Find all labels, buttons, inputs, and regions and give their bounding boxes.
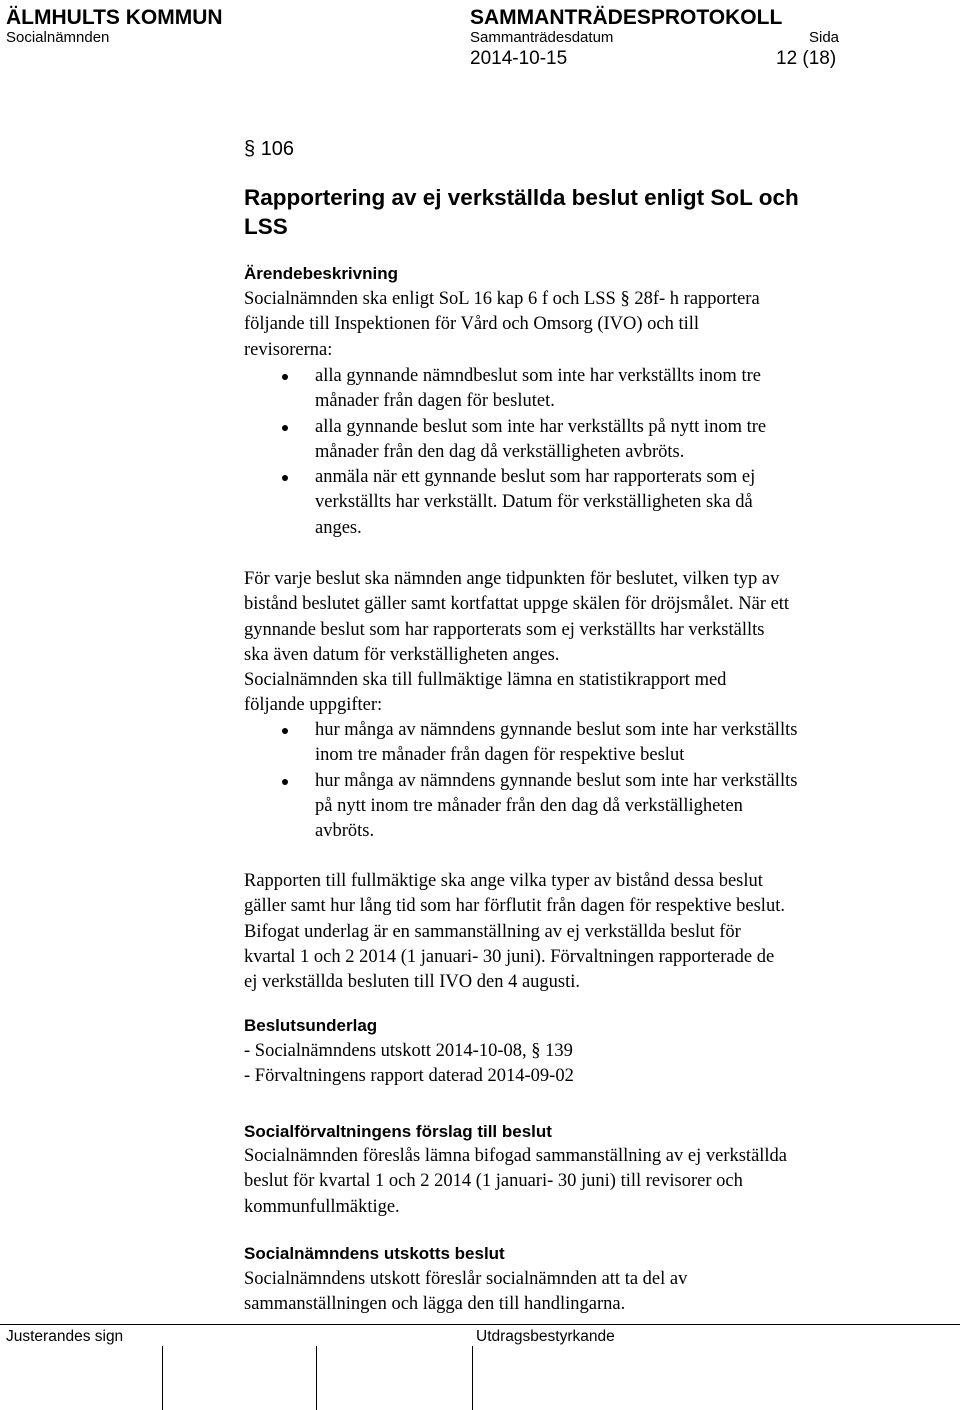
text-line: gäller samt hur lång tid som har förflutit från dagen för respektive beslut. <box>244 896 785 917</box>
section-number <box>244 138 294 161</box>
text-line: sammanställningen och lägga den till handlingarna. <box>244 1294 626 1315</box>
list-item <box>244 364 766 415</box>
list-item <box>244 415 766 466</box>
heading-beslutsunderlag: Beslutsunderlag <box>244 1016 378 1035</box>
text-line: Socialnämnden ska enligt SoL 16 kap 6 f och LSS § 28f- h rapportera <box>244 289 760 309</box>
utskott-text <box>244 1267 687 1318</box>
signature-box-divider <box>316 1346 317 1410</box>
justerandes-sign-label: Justerandes sign <box>6 1328 124 1345</box>
meeting-date: 2014-10-15 <box>470 48 568 69</box>
text-line: avbröts. <box>315 821 375 842</box>
text-line: hur många av nämndens gynnande beslut som inte har verkställts <box>315 770 798 791</box>
page-number: 12 (18) <box>776 48 837 69</box>
text-line: inom tre månader från dagen för respektive beslut <box>315 745 685 766</box>
bullet-icon <box>282 728 288 734</box>
text-line: För varje beslut ska nämnden ange tidpunkten för beslutet, vilken typ av <box>244 569 780 589</box>
forslag-text <box>244 1144 787 1220</box>
text-line: ska även datum för verkställigheten anges. <box>244 644 560 665</box>
date-label: Sammanträdesdatum <box>470 29 614 46</box>
text-line: Socialnämnden ska till fullmäktige lämna en statistikrapport med <box>244 670 727 691</box>
text-line: månader från dagen för beslutet. <box>315 391 555 412</box>
text-line: Socialnämnden föreslås lämna bifogad sammanställning av ej verkställda <box>244 1146 788 1166</box>
list-item <box>244 718 797 769</box>
heading-forslag: Socialförvaltningens förslag till beslut <box>244 1122 552 1141</box>
report-bullet-list <box>244 364 766 541</box>
text-line: kvartal 1 och 2 2014 (1 januari- 30 juni). Förvaltningen rapporterade de <box>244 946 775 967</box>
text-line: kommunfullmäktige. <box>244 1196 400 1217</box>
bullet-icon <box>282 374 288 380</box>
text-line: Socialnämndens utskott föreslår socialnämnden att ta del av <box>244 1269 688 1289</box>
text-line: på nytt inom tre månader från den dag då verkställigheten <box>315 795 743 816</box>
section-title-line: Rapportering av ej verkställda beslut enligt SoL och <box>244 185 799 210</box>
paragraph-report-content <box>244 869 785 995</box>
bullet-icon <box>282 779 288 785</box>
heading-arendebeskrivning: Ärendebeskrivning <box>244 264 398 283</box>
text-line: Bifogat underlag är en sammanställning av ej verkställda beslut för <box>244 921 741 942</box>
text-line: hur många av nämndens gynnande beslut som inte har verkställts <box>315 720 798 740</box>
intro-paragraph <box>244 287 760 363</box>
text-line: verkställts har verkställt. Datum för verkställigheten ska då <box>315 492 753 513</box>
signature-box-divider <box>162 1346 163 1410</box>
footer-divider <box>0 1324 960 1325</box>
beslutsunderlag-list <box>244 1039 574 1090</box>
text-line: Rapporten till fullmäktige ska ange vilka typer av bistånd dessa beslut <box>244 871 763 891</box>
bullet-icon <box>282 475 288 481</box>
text-line: alla gynnande beslut som inte har verkställts på nytt inom tre <box>315 416 767 437</box>
section-title-line: LSS <box>244 214 288 239</box>
text-line: - Förvaltningens rapport daterad 2014-09-02 <box>244 1066 574 1087</box>
list-item <box>244 769 797 845</box>
text-line: anmäla när ett gynnande beslut som har rapporterats som ej <box>315 467 756 488</box>
text-line: ej verkställda besluten till IVO den 4 augusti. <box>244 972 581 993</box>
text-line: revisorerna: <box>244 339 333 360</box>
text-line: - Socialnämndens utskott 2014-10-08, § 139 <box>244 1041 573 1061</box>
section-number-value: 106 <box>260 138 295 160</box>
paragraph-reporting-details <box>244 567 789 719</box>
utdragsbestyrkande-label: Utdragsbestyrkande <box>476 1328 615 1345</box>
text-line: alla gynnande nämndbeslut som inte har verkställts inom tre <box>315 366 761 386</box>
text-line: följande till Inspektionen för Vård och Omsorg (IVO) och till <box>244 314 700 335</box>
protocol-title: SAMMANTRÄDESPROTOKOLL <box>470 6 783 29</box>
section-title <box>244 183 799 241</box>
list-item <box>244 465 766 541</box>
signature-box-divider <box>472 1346 473 1410</box>
page-label: Sida <box>809 29 840 46</box>
text-line: anges. <box>315 517 362 538</box>
municipality-name: ÄLMHULTS KOMMUN <box>6 6 223 29</box>
paragraph-sign: § <box>244 138 256 160</box>
heading-utskott-beslut: Socialnämndens utskotts beslut <box>244 1244 505 1263</box>
statistics-bullet-list <box>244 718 797 844</box>
text-line: månader från den dag då verkställigheten avbröts. <box>315 441 685 462</box>
text-line: gynnande beslut som har rapporterats som ej verkställts har verkställts <box>244 619 765 640</box>
body-name: Socialnämnden <box>6 29 110 46</box>
text-line: beslut för kvartal 1 och 2 2014 (1 januari- 30 juni) till revisorer och <box>244 1171 743 1192</box>
text-line: bistånd beslutet gäller samt kortfattat uppge skälen för dröjsmålet. När ett <box>244 594 790 615</box>
bullet-icon <box>282 425 288 431</box>
text-line: följande uppgifter: <box>244 695 383 716</box>
